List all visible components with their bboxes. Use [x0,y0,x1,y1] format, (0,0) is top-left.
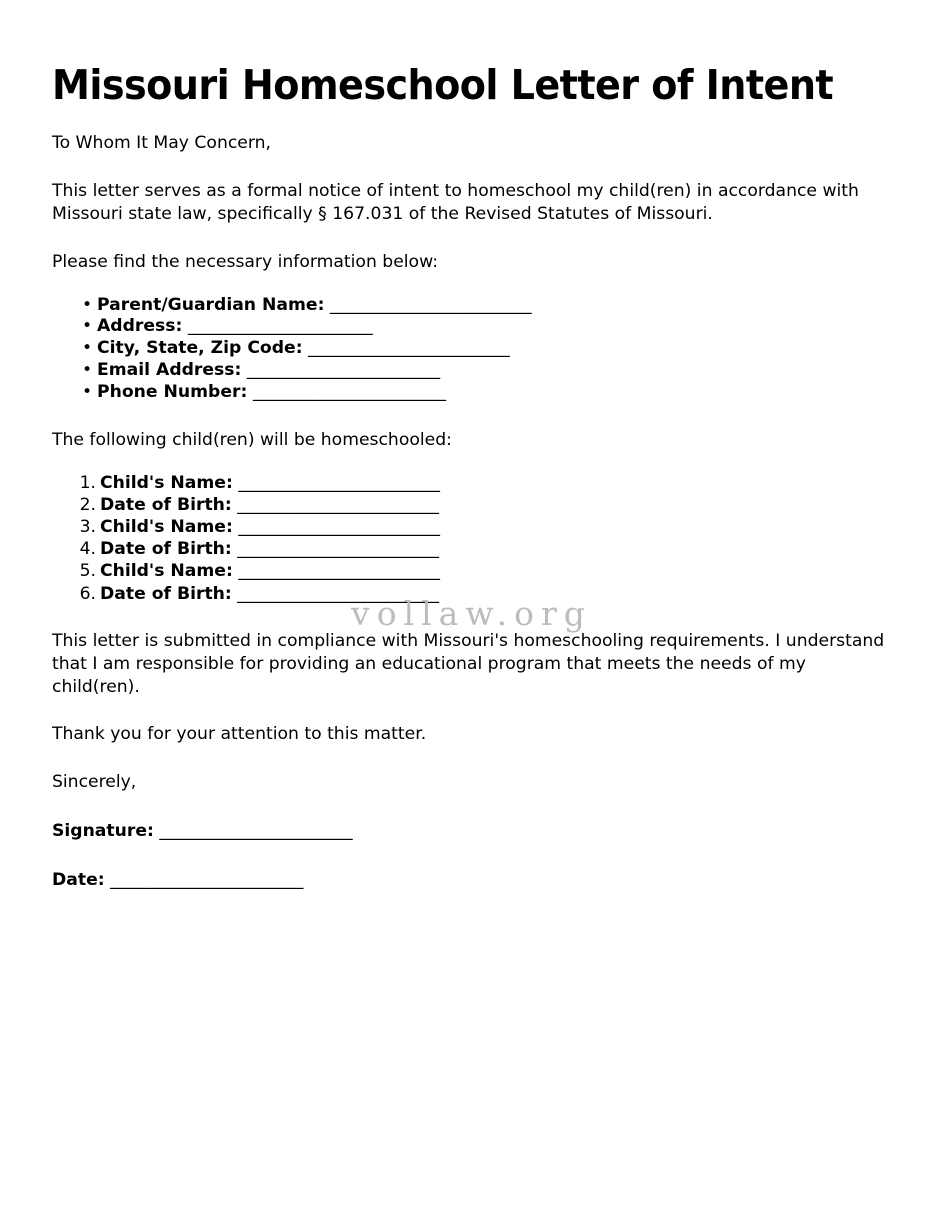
field-label: City, State, Zip Code: [97,338,303,359]
info-lead-in-text: Please find the necessary information below: [52,251,438,272]
compliance-paragraph: This letter is submitted in compliance with Missouri's homeschooling requirements. I understand that I am responsible for providing an educational program that meets the needs of my child(ren). [52,630,885,697]
salutation-text: To Whom It May Concern, [52,133,271,154]
field-label: Date of Birth: [100,494,232,515]
list-item [52,538,891,560]
field-label: Date of Birth: [100,539,232,560]
bullet-icon: • [82,338,93,359]
list-item [52,560,891,582]
bullet-icon: • [82,360,93,381]
field-label: Phone Number: [97,381,248,402]
bullet-icon: • [82,316,93,337]
list-item [52,382,891,404]
date-line [52,843,891,891]
field-blank-line[interactable]: ______________________ [187,316,373,337]
field-label: Parent/Guardian Name: [97,294,325,315]
list-item [52,316,891,338]
field-label: Child's Name: [100,561,233,582]
signature-blank-line[interactable]: _______________________ [159,821,353,842]
field-blank-line[interactable]: _______________________ [246,360,440,381]
list-number: 6. [79,583,96,604]
field-blank-line[interactable]: _______________________ [252,381,446,402]
list-number: 5. [79,561,96,582]
list-number: 2. [79,494,96,515]
watermark-vollaw-org: vollaw.org [351,594,592,633]
list-item [52,472,891,494]
list-item [52,583,891,605]
field-blank-line[interactable]: ________________________ [238,561,440,582]
signature-line [52,794,891,842]
field-blank-line[interactable]: ________________________ [308,338,510,359]
field-label: Child's Name: [100,517,233,538]
field-label: Date of Birth: [100,583,232,604]
field-blank-line[interactable]: ________________________ [238,517,440,538]
field-label: Address: [97,316,183,337]
signature-label: Signature: [52,821,154,842]
thank-you-text: Thank you for your attention to this matter. [52,724,427,745]
date-blank-line[interactable]: _______________________ [110,869,304,890]
field-blank-line[interactable]: ________________________ [238,472,440,493]
date-label: Date: [52,869,105,890]
list-item [52,338,891,360]
field-blank-line[interactable]: ________________________ [237,583,439,604]
list-item [52,295,891,317]
guardian-info-list [52,274,891,404]
closing-text: Sincerely, [52,772,137,793]
list-number: 4. [79,539,96,560]
bullet-icon: • [82,381,93,402]
field-label: Child's Name: [100,472,233,493]
list-number: 1. [79,472,96,493]
list-item [52,494,891,516]
bullet-icon: • [82,294,93,315]
page-title: Missouri Homeschool Letter of Intent [52,61,834,109]
list-number: 3. [79,517,96,538]
field-blank-line[interactable]: ________________________ [329,294,532,315]
field-label: Email Address: [97,360,242,381]
list-item [52,360,891,382]
children-fields-list [52,452,891,605]
field-blank-line[interactable]: ________________________ [237,494,439,515]
field-blank-line[interactable]: ________________________ [237,539,439,560]
document-body [52,0,891,891]
children-lead-in-text: The following child(ren) will be homeschooled: [52,429,452,450]
list-item [52,516,891,538]
intro-paragraph: This letter serves as a formal notice of intent to homeschool my child(ren) in accordance with Missouri state law, specifically § 167.031 of the Revised Statutes of Missouri. [52,180,859,224]
